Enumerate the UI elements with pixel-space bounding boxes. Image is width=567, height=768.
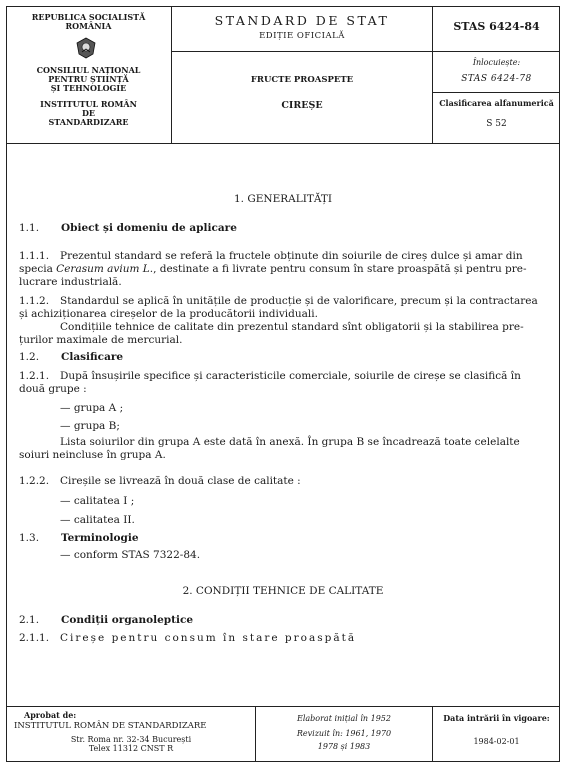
- revision-note: Revizuit în: 1961, 1970: [296, 729, 392, 738]
- state-emblem-icon: [75, 37, 97, 59]
- classification-value: S 52: [486, 119, 507, 129]
- quality-class-1: — calitatea I ;: [60, 495, 135, 507]
- para-1-1-2-number: 1.1.2.: [19, 295, 50, 307]
- council-block: [8, 66, 169, 93]
- replaces-label: Înlocuiește:: [472, 58, 521, 67]
- approved-by: INSTITUTUL ROMÂN DE STANDARDIZARE: [14, 721, 207, 731]
- header-mid-rule: [171, 51, 560, 52]
- para-1-1-1-line-3: lucrare industrială.: [19, 276, 122, 288]
- para-1-1-2-line-2: și achiziționarea cireșelor de la producătorii individuali.: [19, 308, 318, 320]
- para-1-2-1-number: 1.2.1.: [19, 370, 50, 382]
- institute-line-1: INSTITUTUL ROMÂN: [40, 99, 137, 109]
- para-2-1-1-text: Cireșe pentru consum în stare proaspătă: [60, 632, 357, 644]
- edition-label: EDIȚIE OFICIALĂ: [259, 31, 345, 41]
- section-1-1-number: 1.1.: [19, 222, 40, 234]
- para-1-1-1-number: 1.1.1.: [19, 250, 50, 262]
- para-1-1-2-line-4: țurilor maximale de mercurial.: [19, 334, 183, 346]
- para-1-2-1-line-2: două grupe :: [19, 383, 87, 395]
- effective-date-value: 1984-02-01: [473, 737, 520, 746]
- standard-title: STANDARD DE STAT: [214, 13, 390, 28]
- institute-block: [8, 100, 169, 127]
- institute-telex: Telex 11312 CNST R: [88, 744, 174, 753]
- para-1-1-2-line-3: Condițiile tehnice de calitate din prezentul standard sînt obligatorii și la stabilirea pre-: [60, 321, 524, 333]
- group-b-item: — grupa B;: [60, 420, 120, 432]
- section-1-3-number: 1.3.: [19, 532, 40, 544]
- species-name: Cerasum avium L.: [56, 263, 154, 275]
- approved-label: Aprobat de:: [24, 710, 77, 720]
- section-2-1-title: Condiții organoleptice: [61, 614, 194, 626]
- effective-date-label: Data intrării în vigoare:: [443, 713, 550, 723]
- classification-label: Clasificarea alfanumerică: [439, 98, 554, 108]
- institute-address: Str. Roma nr. 32-34 București: [70, 735, 192, 744]
- header-right-rule: [432, 92, 560, 93]
- section-2-1-number: 2.1.: [19, 614, 40, 626]
- council-line-3: ȘI TEHNOLOGIE: [50, 83, 127, 93]
- para-1-2-1-line-4: soiuri neincluse în grupa A.: [19, 449, 166, 461]
- para-1-2-1-line-1: După însușirile specifice și caracteristicile comerciale, soiurile de cireșe se clasifică în: [60, 370, 521, 382]
- section-1-2-title: Clasificare: [61, 351, 124, 363]
- section-1-3-title: Terminologie: [61, 532, 139, 544]
- section-1-2-number: 1.2.: [19, 351, 40, 363]
- product-name: CIREȘE: [281, 100, 323, 111]
- council-line-2: PENTRU ȘTIINȚĂ: [48, 74, 129, 84]
- para-1-2-1-line-3: Lista soiurilor din grupa A este dată în anexă. În grupa B se încadrează toate celelalte: [60, 436, 520, 448]
- replaces-value: STAS 6424-78: [461, 74, 532, 84]
- country-name: REPUBLICA SOCIALISTĂ: [31, 12, 146, 22]
- header-left-block: [8, 13, 169, 31]
- elaboration-note: Elaborat inițial în 1952: [297, 714, 391, 723]
- council-line-1: CONSILIUL NAȚIONAL: [36, 65, 141, 75]
- group-a-item: — grupa A ;: [60, 402, 124, 414]
- para-1-2-2-line-1: Cireșile se livrează în două clase de calitate :: [60, 475, 301, 487]
- header-bottom-rule: [6, 143, 560, 144]
- para-1-1-1-line-1: Prezentul standard se referă la fructele obținute din soiurile de cireș dulce și amar din: [60, 250, 523, 262]
- institute-line-2: DE: [81, 108, 96, 118]
- terminology-reference: — conform STAS 7322-84.: [60, 549, 201, 561]
- para-1-1-2-line-1: Standardul se aplică în unitățile de producție și de valorificare, precum și la contractarea: [60, 295, 538, 307]
- standard-code: STAS 6424-84: [453, 20, 540, 33]
- revision-years: 1978 și 1983: [317, 742, 371, 751]
- footer-top-rule: [6, 706, 560, 707]
- para-1-1-1-line-2: [19, 263, 527, 276]
- quality-class-2: — calitatea II.: [60, 514, 135, 526]
- section-1-1-title: Obiect și domeniu de aplicare: [61, 222, 237, 234]
- section-2-title: 2. CONDIȚII TEHNICE DE CALITATE: [182, 585, 384, 597]
- section-1-title: 1. GENERALITĂȚI: [233, 193, 333, 205]
- country-name-2: ROMÂNIA: [65, 21, 112, 31]
- product-category: FRUCTE PROASPETE: [250, 75, 354, 85]
- para-1-1-1-line-2b: , destinate a fi livrate pentru consum în stare proaspătă și pentru pre-: [153, 263, 527, 275]
- para-1-1-1-line-2a: specia: [19, 263, 57, 275]
- institute-line-3: STANDARDIZARE: [48, 117, 129, 127]
- para-1-2-2-number: 1.2.2.: [19, 475, 50, 487]
- para-2-1-1-number: 2.1.1.: [19, 632, 50, 644]
